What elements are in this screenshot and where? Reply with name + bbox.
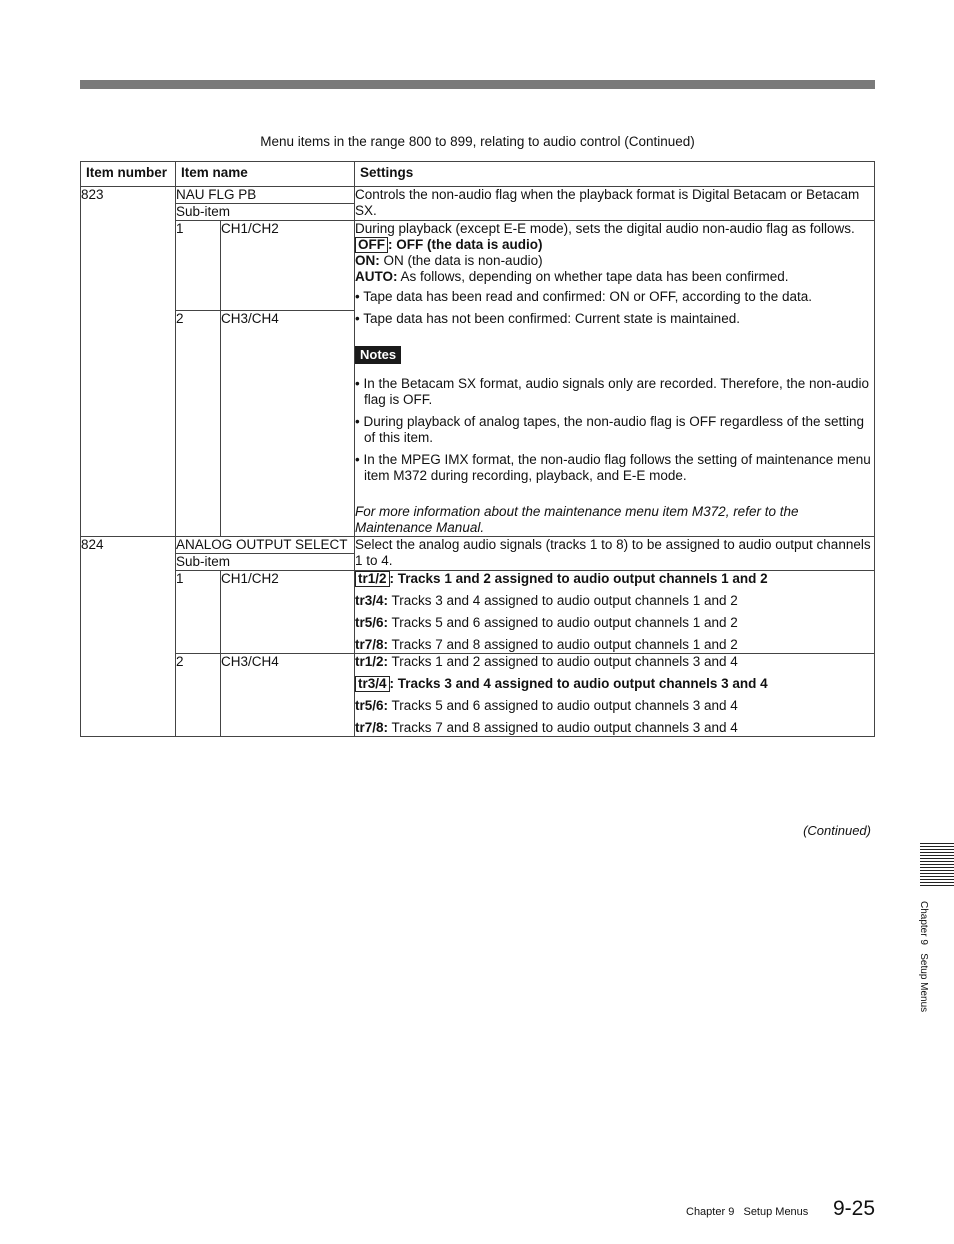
item-823-sub1-num: 1: [176, 221, 221, 311]
item-823-off-line: OFF : OFF (the data is audio): [355, 237, 874, 253]
item-823-number: 823: [81, 187, 176, 537]
item-823-sub1-name: CH1/CH2: [221, 221, 355, 311]
item-823-on-line: ON: ON (the data is non-audio): [355, 253, 543, 268]
header-settings: Settings: [355, 162, 875, 187]
list-item: tr3/4 : Tracks 3 and 4 assigned to audio output channels 3 and 4: [355, 676, 874, 692]
item-823-intro: During playback (except E-E mode), sets the digital audio non-audio flag as follows.: [355, 221, 855, 236]
table-row: [81, 654, 875, 737]
list-item: tr5/6: Tracks 5 and 6 assigned to audio output channels 1 and 2: [355, 615, 738, 630]
item-823-note3: • In the MPEG IMX format, the non-audio flag follows the setting of maintenance menu item M372 during recording, playback, and E-E mode.: [355, 452, 871, 483]
page-number: 9-25: [833, 1197, 876, 1220]
list-item: tr5/6: Tracks 5 and 6 assigned to audio output channels 3 and 4: [355, 698, 738, 713]
item-823-bullet1: • Tape data has been read and confirmed: ON or OFF, according to the data.: [355, 289, 812, 304]
list-item: tr1/2: Tracks 1 and 2 assigned to audio output channels 3 and 4: [355, 654, 738, 669]
item-824-sub2-name: CH3/CH4: [221, 654, 355, 737]
item-824-sub2-settings: [355, 654, 875, 737]
menu-items-table: [80, 161, 875, 737]
item-824-description: Select the analog audio signals (tracks 1 to 8) to be assigned to audio output channels 1 to 4.: [355, 537, 875, 571]
item-823-sub2-name: CH3/CH4: [221, 311, 355, 537]
item-823-auto-line: AUTO: As follows, depending on whether tape data has been confirmed.: [355, 269, 789, 284]
table-row: [81, 537, 875, 554]
table-caption: Menu items in the range 800 to 899, relating to audio control (Continued): [260, 134, 695, 149]
item-824-sub2-num: 2: [176, 654, 221, 737]
item-823-name: NAU FLG PB: [176, 187, 355, 204]
footer-chapter-label: Chapter 9 Setup Menus: [686, 1206, 809, 1218]
list-item: tr1/2 : Tracks 1 and 2 assigned to audio output channels 1 and 2: [355, 571, 874, 587]
table-row: [81, 187, 875, 204]
table-header-row: [81, 162, 875, 187]
item-823-note2: • During playback of analog tapes, the non-audio flag is OFF regardless of the setting of this item.: [355, 414, 865, 445]
notes-label: Notes: [355, 346, 401, 364]
item-823-sub2-num: 2: [176, 311, 221, 537]
item-823-sub-item-label: Sub-item: [176, 204, 355, 221]
item-823-bullet2: • Tape data has not been confirmed: Current state is maintained.: [355, 311, 740, 326]
list-item: tr7/8: Tracks 7 and 8 assigned to audio output channels 3 and 4: [355, 720, 738, 735]
item-823-note1: • In the Betacam SX format, audio signals only are recorded. Therefore, the non-audio flag is OFF.: [355, 376, 870, 407]
list-item: tr3/4: Tracks 3 and 4 assigned to audio output channels 1 and 2: [355, 593, 738, 608]
item-824-sub1-settings: [355, 571, 875, 654]
table-row: [81, 571, 875, 654]
item-824-sub1-name: CH1/CH2: [221, 571, 355, 654]
item-823-settings: [355, 221, 875, 537]
list-item: tr7/8: Tracks 7 and 8 assigned to audio output channels 1 and 2: [355, 637, 738, 652]
item-824-name: ANALOG OUTPUT SELECT: [176, 537, 355, 554]
item-823-description: Controls the non-audio flag when the playback format is Digital Betacam or Betacam SX.: [355, 187, 875, 221]
chapter-thumb-index: [920, 843, 954, 888]
side-chapter-label: Chapter 9 Setup Menus: [918, 901, 929, 1013]
item-823-reference: For more information about the maintenance menu item M372, refer to the Maintenance Manual.: [355, 504, 799, 535]
item-824-sub1-num: 1: [176, 571, 221, 654]
continued-label: (Continued): [803, 823, 871, 838]
off-default-key: OFF: [355, 237, 388, 253]
item-824-sub-item-label: Sub-item: [176, 554, 355, 571]
table-row: [81, 221, 875, 311]
header-item-number: Item number: [81, 162, 176, 187]
top-rule: [80, 80, 875, 89]
header-item-name: Item name: [176, 162, 355, 187]
item-824-number: 824: [81, 537, 176, 737]
